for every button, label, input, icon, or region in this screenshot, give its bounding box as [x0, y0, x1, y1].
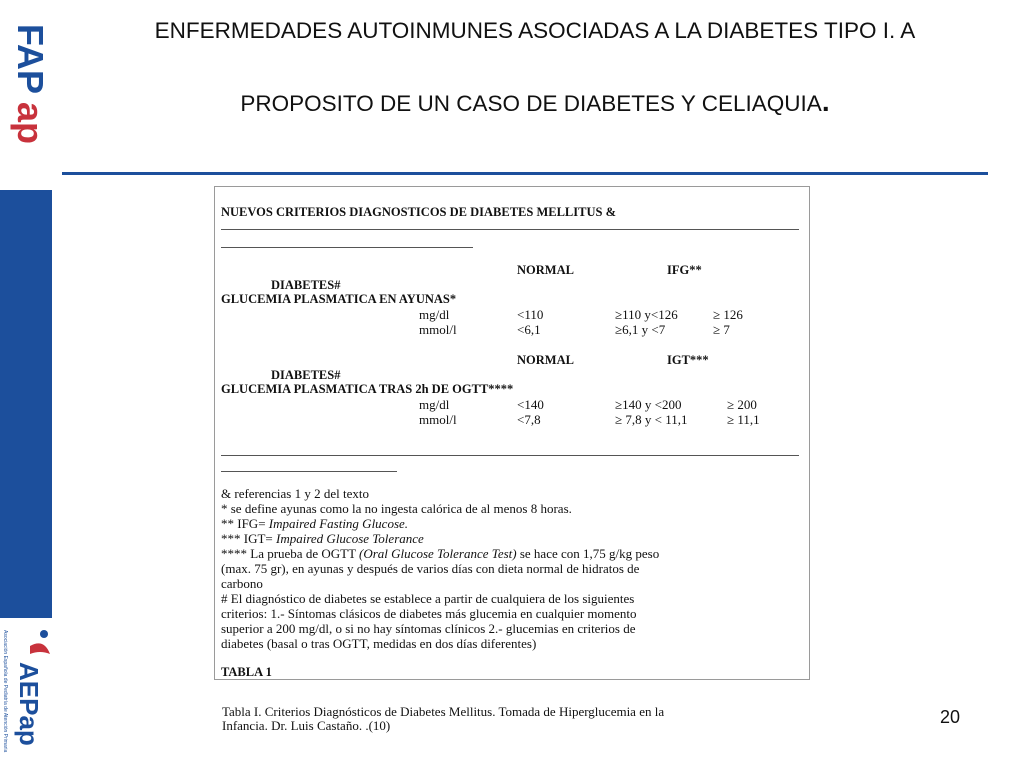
- aepap-person-body-icon: [30, 643, 50, 654]
- section1-row2-diabetes: ≥ 7: [713, 322, 730, 337]
- section1-row1-ifg: ≥110 y<126: [615, 307, 678, 322]
- fapap-logo-text-red: ap: [10, 102, 48, 145]
- section1-col-ifg: IFG**: [667, 263, 702, 277]
- fapap-logo: [6, 20, 48, 160]
- section1-col-normal: NORMAL: [517, 263, 574, 277]
- table-heading-rule: [221, 229, 799, 230]
- diagnostic-criteria-table: [214, 186, 810, 680]
- note-ogtt: [221, 547, 659, 561]
- slide-title-line-2: [70, 88, 1000, 116]
- section2-row2-diabetes: ≥ 11,1: [727, 412, 760, 427]
- note-ogtt-cont-1: (max. 75 gr), en ayunas y después de varios días con dieta normal de hidratos de: [221, 561, 640, 576]
- note-ogtt-suffix: se hace con 1,75 g/kg peso: [516, 546, 660, 561]
- side-accent-bar: [0, 190, 52, 618]
- note-fasting: * se define ayunas como la no ingesta calórica de al menos 8 horas.: [221, 501, 572, 516]
- slide-title-line-2-text: PROPOSITO DE UN CASO DE DIABETES Y CELIAQUIA: [240, 91, 822, 116]
- notes-subrule: [221, 471, 397, 472]
- section2-row2-unit: mmol/l: [419, 412, 457, 427]
- section2-row1-unit: mg/dl: [419, 397, 450, 412]
- note-diagnosis-cont-1: criterios: 1.- Síntomas clásicos de diabetes más glucemia en cualquier momento: [221, 606, 637, 621]
- note-ogtt-italic: (Oral Glucose Tolerance Test): [359, 546, 517, 561]
- aepap-person-head-icon: [40, 630, 48, 638]
- section1-row2-unit: mmol/l: [419, 322, 457, 337]
- section2-col-igt: IGT***: [667, 353, 709, 367]
- slide-title-line-1: ENFERMEDADES AUTOINMUNES ASOCIADAS A LA DIABETES TIPO I. A: [154, 18, 916, 43]
- title-divider: [62, 172, 988, 175]
- table-caption-line-2: Infancia. Dr. Luis Castaño. .(10): [222, 718, 391, 733]
- section1-label: GLUCEMIA PLASMATICA EN AYUNAS*: [221, 292, 457, 306]
- notes-rule: [221, 455, 799, 456]
- section2-label: GLUCEMIA PLASMATICA TRAS 2h DE OGTT****: [221, 382, 514, 396]
- note-ogtt-cont-2: carbono: [221, 576, 263, 591]
- section1-row1-diabetes: ≥ 126: [713, 307, 743, 322]
- table-heading: NUEVOS CRITERIOS DIAGNOSTICOS DE DIABETES MELLITUS &: [221, 205, 616, 219]
- note-ifg-prefix: ** IFG=: [221, 516, 269, 531]
- aepap-logo-subtitle: Asociación Española de Pediatría de Atención Primaria: [2, 630, 8, 753]
- section2-row2-igt: ≥ 7,8 y < 11,1: [615, 412, 688, 427]
- note-igt-italic: Impaired Glucose Tolerance: [276, 531, 424, 546]
- section2-row1-diabetes: ≥ 200: [727, 397, 757, 412]
- table-caption-line-1: Tabla I. Criterios Diagnósticos de Diabetes Mellitus. Tomada de Hiperglucemia en la: [222, 704, 665, 719]
- note-ifg-italic: Impaired Fasting Glucose.: [268, 516, 409, 531]
- section2-row2-normal: <7,8: [517, 412, 541, 427]
- section1-row2-normal: <6,1: [517, 322, 541, 337]
- note-diagnosis-cont-3: diabetes (basal o tras OGTT, medidas en dos días diferentes): [221, 636, 537, 651]
- section1-col-diabetes: DIABETES#: [271, 278, 341, 292]
- note-diagnosis-cont-2: superior a 200 mg/dl, o si no hay síntomas clínicos 2.- glucemias en criterios de: [221, 621, 636, 636]
- section2-row1-igt: ≥140 y <200: [615, 397, 682, 412]
- fapap-logo-text-blue: FAP: [10, 24, 48, 95]
- table-heading-subrule: [221, 247, 473, 248]
- aepap-logo: [0, 624, 56, 764]
- aepap-logo-text: AEPap: [14, 662, 44, 746]
- section2-col-normal: NORMAL: [517, 353, 574, 367]
- section2-col-diabetes: DIABETES#: [271, 368, 341, 382]
- table-footer-label: TABLA 1: [221, 665, 272, 679]
- note-references: & referencias 1 y 2 del texto: [221, 486, 369, 501]
- section2-row1-normal: <140: [517, 397, 544, 412]
- section1-row1-unit: mg/dl: [419, 307, 450, 322]
- note-diagnosis: # El diagnóstico de diabetes se establece a partir de cualquiera de los siguientes: [221, 591, 635, 606]
- section1-row2-ifg: ≥6,1 y <7: [615, 322, 666, 337]
- note-ifg: [221, 517, 408, 531]
- section1-row1-normal: <110: [517, 307, 544, 322]
- note-ogtt-prefix: **** La prueba de OGTT: [221, 546, 360, 561]
- note-igt-prefix: *** IGT=: [221, 531, 276, 546]
- slide-title-dot: .: [821, 86, 830, 117]
- page-number: 20: [940, 707, 961, 727]
- table-caption: [222, 705, 842, 733]
- note-igt: [221, 532, 424, 546]
